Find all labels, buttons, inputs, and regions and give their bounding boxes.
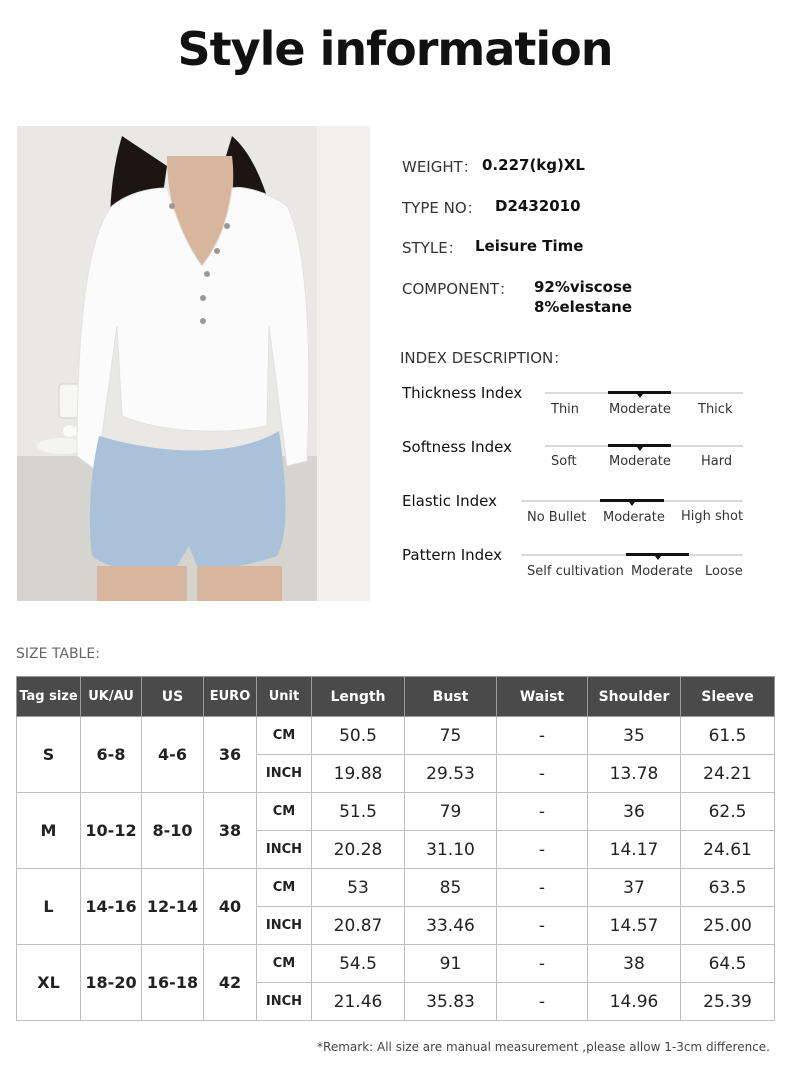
sleeve-cell: 61.5 [681, 717, 775, 755]
softness-index-title: Softness Index [402, 438, 513, 456]
header-bust: Bust [405, 677, 497, 717]
size-euro: 40 [204, 869, 257, 945]
shoulder-cell: 14.57 [588, 907, 681, 945]
size-tag: L [17, 869, 81, 945]
length-cell: 20.28 [312, 831, 405, 869]
sleeve-cell: 62.5 [681, 793, 775, 831]
size-us: 12-14 [142, 869, 204, 945]
thickness-label-thick: Thick [698, 402, 733, 417]
waist-cell: - [497, 945, 588, 983]
unit-cell: CM [257, 793, 312, 831]
size-uk-au: 10-12 [81, 793, 142, 869]
softness-label-hard: Hard [701, 454, 733, 469]
bust-cell: 85 [405, 869, 497, 907]
type-no-label: TYPE NO： [402, 199, 482, 217]
bust-cell: 75 [405, 717, 497, 755]
table-row [17, 869, 775, 907]
waist-cell: - [497, 831, 588, 869]
shoulder-cell: 38 [588, 945, 681, 983]
waist-cell: - [497, 907, 588, 945]
size-tag: M [17, 793, 81, 869]
length-cell: 20.87 [312, 907, 405, 945]
weight-value: 0.227(kg)XL [482, 156, 585, 174]
waist-cell: - [497, 983, 588, 1021]
size-uk-au: 14-16 [81, 869, 142, 945]
product-photo [17, 126, 370, 601]
size-table [16, 676, 775, 1021]
pattern-scale-pointer [655, 556, 661, 560]
thickness-label-moderate: Moderate [609, 402, 671, 417]
thickness-label-thin: Thin [551, 402, 580, 417]
size-euro: 38 [204, 793, 257, 869]
table-row [17, 793, 775, 831]
header-euro: EURO [204, 677, 257, 717]
waist-cell: - [497, 793, 588, 831]
table-row [17, 945, 775, 983]
size-tag: XL [17, 945, 81, 1021]
component-label: COMPONENT： [402, 280, 515, 298]
unit-cell: CM [257, 869, 312, 907]
elastic-label-moderate: Moderate [603, 510, 665, 525]
size-uk-au: 18-20 [81, 945, 142, 1021]
header-waist: Waist [497, 677, 588, 717]
sleeve-cell: 64.5 [681, 945, 775, 983]
elastic-scale-pointer [629, 502, 635, 506]
pattern-label-moderate: Moderate [631, 564, 693, 579]
pattern-label-self-cultivation: Self cultivation [527, 564, 624, 579]
bust-cell: 35.83 [405, 983, 497, 1021]
page-title: Style information [177, 22, 613, 76]
length-cell: 51.5 [312, 793, 405, 831]
unit-cell: INCH [257, 755, 312, 793]
length-cell: 19.88 [312, 755, 405, 793]
elastic-index-title: Elastic Index [402, 492, 498, 510]
type-no-value: D2432010 [495, 197, 581, 215]
style-label: STYLE： [402, 239, 463, 257]
size-table-title: SIZE TABLE: [16, 646, 100, 662]
size-uk-au: 6-8 [81, 717, 142, 793]
size-euro: 42 [204, 945, 257, 1021]
shoulder-cell: 14.96 [588, 983, 681, 1021]
bust-cell: 79 [405, 793, 497, 831]
sleeve-cell: 25.39 [681, 983, 775, 1021]
elastic-label-no-bullet: No Bullet [527, 510, 587, 525]
softness-label-moderate: Moderate [609, 454, 671, 469]
length-cell: 21.46 [312, 983, 405, 1021]
unit-cell: INCH [257, 831, 312, 869]
bust-cell: 31.10 [405, 831, 497, 869]
sleeve-cell: 24.61 [681, 831, 775, 869]
softness-label-soft: Soft [551, 454, 577, 469]
thickness-index-title: Thickness Index [402, 384, 523, 402]
bust-cell: 91 [405, 945, 497, 983]
length-cell: 50.5 [312, 717, 405, 755]
style-value: Leisure Time [475, 237, 584, 255]
sleeve-cell: 25.00 [681, 907, 775, 945]
bust-cell: 33.46 [405, 907, 497, 945]
waist-cell: - [497, 869, 588, 907]
component-value-1: 92%viscose [534, 278, 633, 296]
header-shoulder: Shoulder [588, 677, 681, 717]
pattern-index-title: Pattern Index [402, 546, 503, 564]
header-length: Length [312, 677, 405, 717]
thickness-scale-pointer [637, 394, 643, 398]
length-cell: 53 [312, 869, 405, 907]
component-value-2: 8%elestane [534, 298, 633, 316]
size-us: 4-6 [142, 717, 204, 793]
weight-label: WEIGHT： [402, 158, 478, 176]
header-uk-au: UK/AU [81, 677, 142, 717]
unit-cell: CM [257, 717, 312, 755]
softness-scale-pointer [637, 447, 643, 451]
shoulder-cell: 37 [588, 869, 681, 907]
table-row [17, 717, 775, 755]
header-us: US [142, 677, 204, 717]
remark-note: *Remark: All size are manual measurement ,please allow 1-3cm difference. [317, 1040, 770, 1054]
header-unit: Unit [257, 677, 312, 717]
shoulder-cell: 35 [588, 717, 681, 755]
waist-cell: - [497, 755, 588, 793]
sleeve-cell: 24.21 [681, 755, 775, 793]
waist-cell: - [497, 717, 588, 755]
header-tag-size: Tag size [17, 677, 81, 717]
unit-cell: INCH [257, 907, 312, 945]
size-euro: 36 [204, 717, 257, 793]
index-description-heading: INDEX DESCRIPTION： [400, 349, 569, 367]
length-cell: 54.5 [312, 945, 405, 983]
shoulder-cell: 36 [588, 793, 681, 831]
sleeve-cell: 63.5 [681, 869, 775, 907]
size-us: 8-10 [142, 793, 204, 869]
size-tag: S [17, 717, 81, 793]
size-us: 16-18 [142, 945, 204, 1021]
header-sleeve: Sleeve [681, 677, 775, 717]
shoulder-cell: 14.17 [588, 831, 681, 869]
bust-cell: 29.53 [405, 755, 497, 793]
unit-cell: CM [257, 945, 312, 983]
elastic-label-high-shot: High shot [681, 509, 744, 524]
unit-cell: INCH [257, 983, 312, 1021]
size-table-header-row [17, 677, 775, 717]
shoulder-cell: 13.78 [588, 755, 681, 793]
pattern-label-loose: Loose [705, 564, 743, 579]
